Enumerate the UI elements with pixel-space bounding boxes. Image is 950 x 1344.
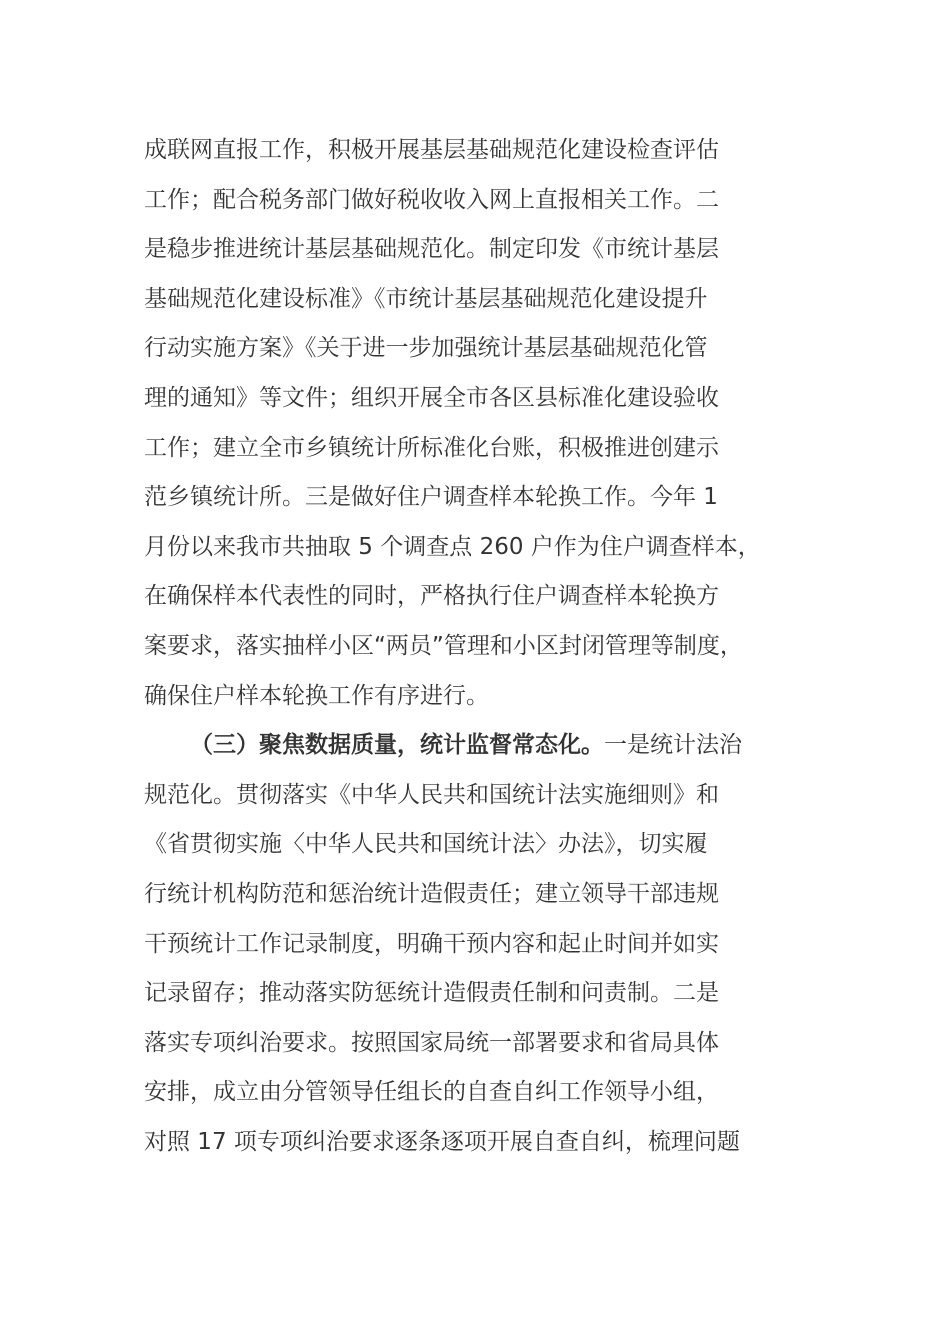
text-line: 理的通知》等文件；组织开展全市各区县标准化建设验收 (144, 384, 719, 411)
body-text (144, 126, 824, 1167)
text-line: 《省贯彻实施〈中华人民共和国统计法〉办法》，切实履 (144, 831, 708, 858)
section-3-heading: （三）聚焦数据质量，统计监督常态化。 (190, 732, 604, 759)
text-line: 案要求，落实抽样小区“两员”管理和小区封闭管理等制度， (144, 632, 743, 659)
text-line: 确保住户样本轮换工作有序进行。 (144, 682, 489, 709)
text-line: 范乡镇统计所。三是做好住户调查样本轮换工作。今年 1 (144, 484, 718, 511)
text-line: 干预统计工作记录制度，明确干预内容和起止时间并如实 (144, 930, 719, 957)
text-line: 工作；建立全市乡镇统计所标准化台账，积极推进创建示 (144, 434, 719, 461)
text-line: 是稳步推进统计基层基础规范化。制定印发《市统计基层 (144, 236, 719, 263)
text-line: 在确保样本代表性的同时，严格执行住户调查样本轮换方 (144, 583, 719, 610)
text-line: 行动实施方案》《关于进一步加强统计基层基础规范化管 (144, 335, 708, 362)
text-line: 月份以来我市共抽取 5 个调查点 260 户作为住户调查样本， (144, 533, 761, 560)
text-line: 工作；配合税务部门做好税收收入网上直报相关工作。二 (144, 186, 719, 213)
text-line: 安排，成立由分管领导任组长的自查自纠工作领导小组， (144, 1079, 719, 1106)
text-line: 成联网直报工作，积极开展基层基础规范化建设检查评估 (144, 137, 719, 163)
text-line: 行统计机构防范和惩治统计造假责任；建立领导干部违规 (144, 880, 719, 907)
section-3-first-line (144, 721, 824, 771)
text-line: 对照 17 项专项纠治要求逐条逐项开展自查自纠，梳理问题 (144, 1128, 740, 1155)
text-line: 记录留存；推动落实防惩统计造假责任制和问责制。二是 (144, 980, 719, 1007)
section-3-first-line-rest: 一是统计法治 (604, 732, 742, 759)
text-line: 规范化。贯彻落实《中华人民共和国统计法实施细则》和 (144, 781, 719, 808)
text-line: 落实专项纠治要求。按照国家局统一部署要求和省局具体 (144, 1029, 719, 1056)
text-line: 基础规范化建设标准》《市统计基层基础规范化建设提升 (144, 285, 708, 312)
